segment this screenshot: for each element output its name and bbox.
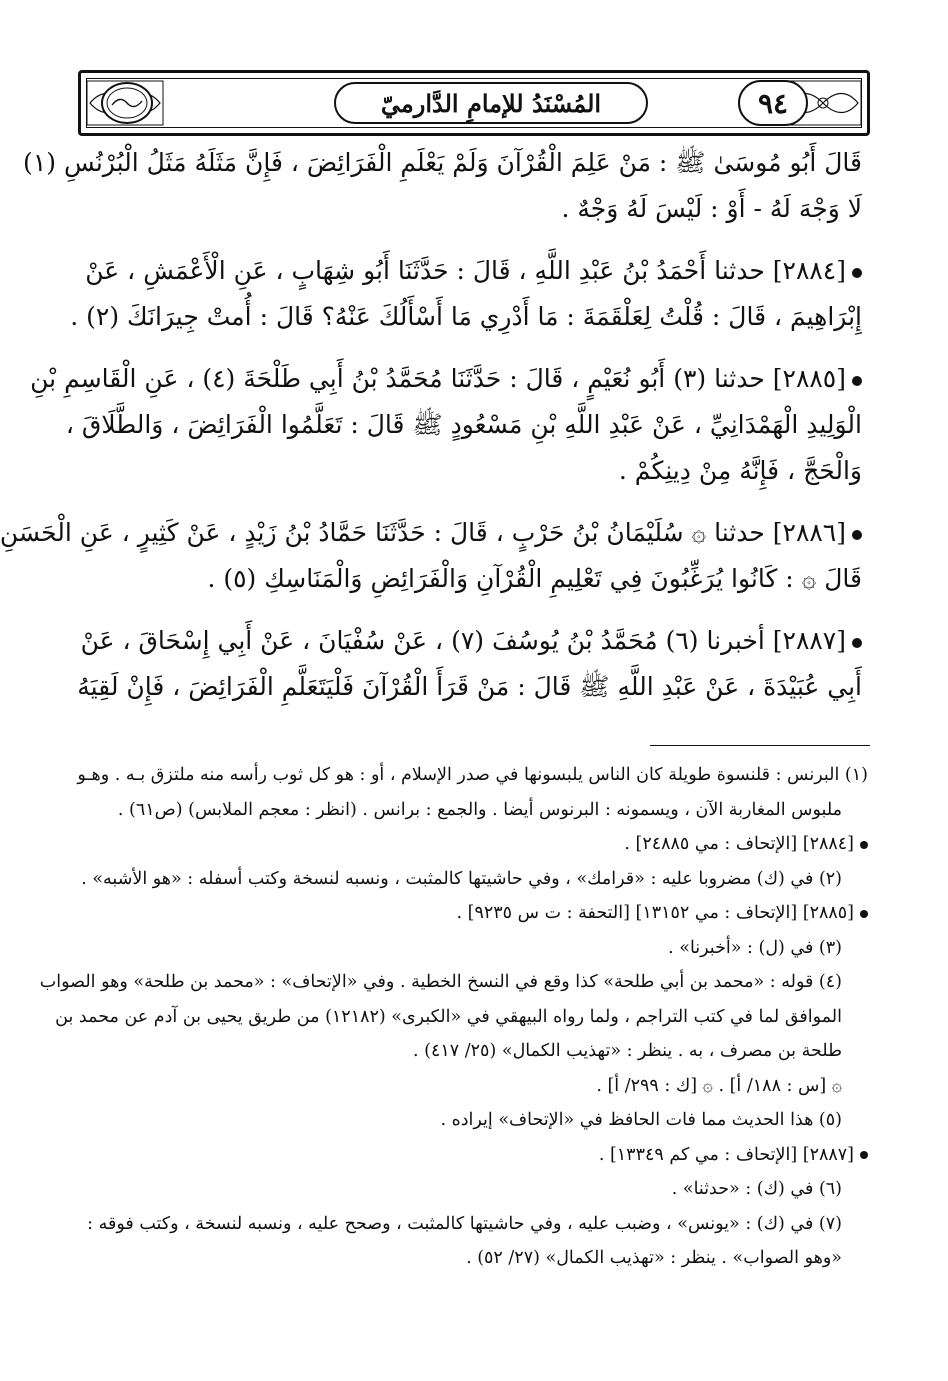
footnote-line: (٥) هذا الحديث مما فات الحافظ في «الإتحاف» إيراده . [440,1110,842,1130]
footnote-line: [٢٨٨٤] [الإتحاف : مي ٢٤٨٨٥] . [82,827,868,862]
footnote-line: [٢٨٨٧] [الإتحاف : مي كم ١٣٣٤٩] . [82,1138,868,1173]
footnotes [39,758,868,1276]
text-line: لَا وَجْهَ لَهُ - أَوْ : لَيْسَ لَهُ وَجْهٌ . [561,194,862,223]
footnote-line: (٦) في (ك) : «حدثنا» . [671,1179,842,1199]
text-line: [٢٨٨٤] حدثنا أَحْمَدُ بْنُ عَبْدِ اللَّهِ ، قَالَ : حَدَّثَنَا أَبُو شِهَابٍ ، عَنِ الْأَعْمَشِ ، عَنْ [82,248,862,294]
main-text [0,140,862,710]
hadith-2886 [0,510,862,602]
bullet-icon [860,841,868,849]
footnote-line: ملبوس المغاربة الآن ، ويسمونه : البرنوس أيضا . والجمع : برانس . (انظر : معجم الملابس) (ص٦١) . [117,799,842,820]
bullet-icon [860,910,868,918]
text-line: أَبِي عُبَيْدَةَ ، عَنْ عَبْدِ اللَّهِ ﷺ قَالَ : مَنْ قَرَأَ الْقُرْآنَ فَلْيَتَعَلَّمِ الْفَرَائِضَ ، فَإِنْ لَقِيَهُ [77,672,862,701]
bullet-icon [852,638,862,648]
footnote-line: الموافق لما في كتب التراجم ، ولما رواه البيهقي في «الكبرى» (١٢١٨٢) من طريق يحيى بن آدم عن محمد بن [55,1006,842,1027]
page-number: ٩٤ [757,86,789,120]
text-line: [٢٨٨٧] أخبرنا (٦) مُحَمَّدُ بْنُ يُوسُفَ (٧) ، عَنْ سُفْيَانَ ، عَنْ أَبِي إِسْحَاقَ ، عَنْ [82,618,862,664]
text-line: قَالَ أَبُو مُوسَىٰ ﷺ : مَنْ عَلِمَ الْقُرْآنَ وَلَمْ يَعْلَمِ الْفَرَائِضَ ، فَإِنَّ مَثَلَهُ مَثَلُ الْبُرْنُسِ (١) [23,148,862,177]
text-line: قَالَ ۞ : كَانُوا يُرَغِّبُونَ فِي تَعْلِيمِ الْقُرْآنِ وَالْفَرَائِضِ وَالْمَنَاسِكِ (٥) . [207,564,862,593]
footnote-separator [650,745,870,746]
hadith-2884 [70,248,862,340]
text-line: [٢٨٨٦] حدثنا ۞ سُلَيْمَانُ بْنُ حَرْبٍ ، قَالَ : حَدَّثَنَا حَمَّادُ بْنُ زَيْدٍ ، عَنْ كَثِيرٍ ، عَنِ الْحَسَنِ [82,510,862,556]
hadith-2887 [77,618,862,710]
bullet-icon [852,268,862,278]
page-header [78,70,870,136]
text-line: [٢٨٨٥] حدثنا (٣) أَبُو نُعَيْمٍ ، قَالَ : حَدَّثَنَا مُحَمَّدُ بْنُ أَبِي طَلْحَةَ (٤) ، عَنِ الْقَاسِمِ بْنِ [82,356,862,402]
footnote-line: طلحة بن مصرف ، به . ينظر : «تهذيب الكمال» (٢٥/ ٤١٧) . [413,1041,842,1061]
text-line: وَالْحَجَّ ، فَإِنَّهُ مِنْ دِينِكُمْ . [618,456,862,485]
paragraph [23,140,862,232]
footnote-line: [٢٨٨٥] [الإتحاف : مي ١٣١٥٢] [التحفة : ت س ٩٢٣٥] . [82,896,868,931]
footnote-line: «وهو الصواب» . ينظر : «تهذيب الكمال» (٢٧/ ٥٢) . [466,1248,842,1268]
footnote-line: (١) البرنس : قلنسوة طويلة كان الناس يلبسونها في صدر الإسلام ، أو : هو كل ثوب رأسه منه ملتزق بـه . وهـو [77,765,868,785]
page-number-cartouche [738,80,808,126]
footnote-line: (٤) قوله : «محمد بن أبي طلحة» كذا وقع في النسخ الخطية . وفي «الإتحاف» : «محمد بن طلحة» وهو الصواب [39,972,842,992]
running-title: المُسْنَدُ للإمامِ الدَّارميّ [380,88,602,118]
header-title-cartouche [334,82,648,124]
footnote-line: (٢) في (ك) مضروبا عليه : «قرامك» ، وفي حاشيتها كالمثبت ، ونسبه لنسخة وكتب أسفله : «هو الأشبه» . [81,868,842,889]
footnote-line: (٣) في (ل) : «أخبرنا» . [668,937,842,958]
footnote-line: (٧) في (ك) : «يونس» ، وضبب عليه ، وفي حاشيتها كالمثبت ، وصحح عليه ، ونسبه لنسخة ، وكتب فوقه : [87,1213,842,1234]
text-line: إِبْرَاهِيمَ ، قَالَ : قُلْتُ لِعَلْقَمَةَ : مَا أَدْرِي مَا أَسْأَلُكَ عَنْهُ؟ قَالَ : أُمتْ جِيرَانَكَ (٢) . [70,302,862,331]
book-seal-logo [100,81,154,125]
bullet-icon [860,1151,868,1159]
hadith-2885 [30,356,862,494]
bullet-icon [852,376,862,386]
text-line: الْوَلِيدِ الْهَمْدَانِيِّ ، عَنْ عَبْدِ اللَّهِ بْنِ مَسْعُودٍ ﷺ قَالَ : تَعَلَّمُوا الْفَرَائِضَ ، وَالطَّلَاقَ ، [65,410,862,439]
bullet-icon [852,530,862,540]
footnote-line: ۞ [س : ١٨٨/ أ] . ۞ [ك : ٢٩٩/ أ] . [596,1075,842,1096]
